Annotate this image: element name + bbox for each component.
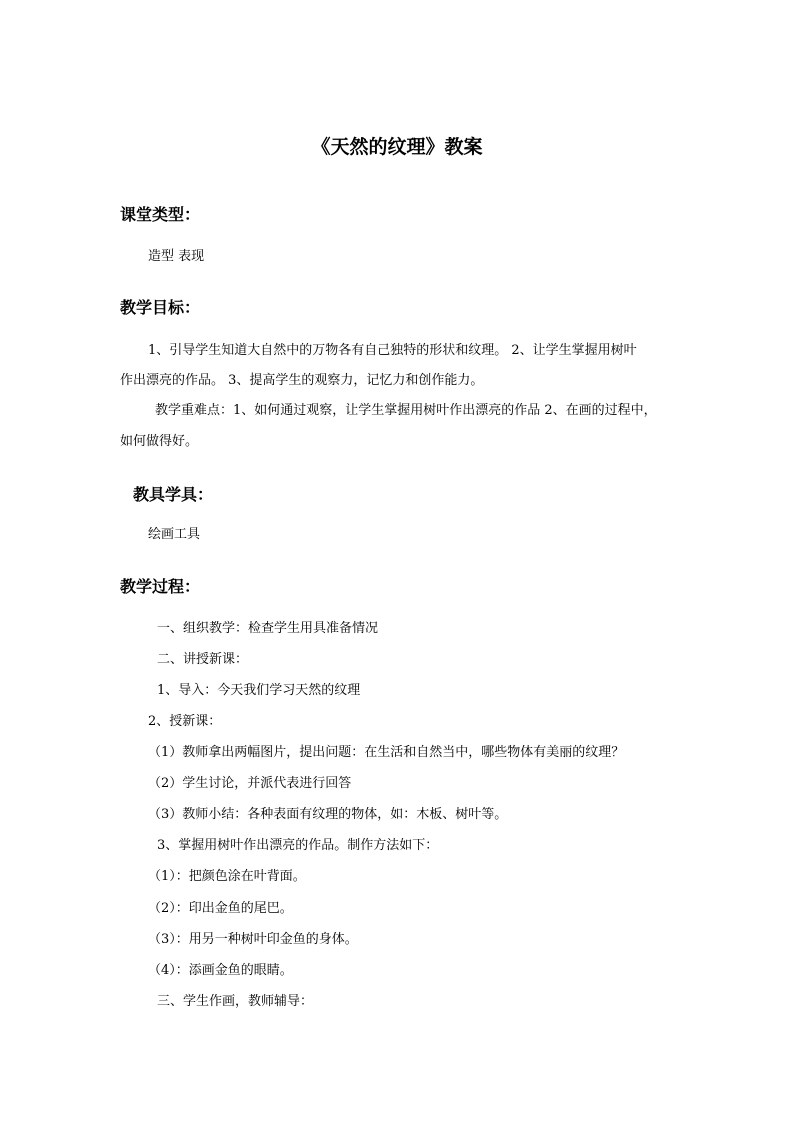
document-title: 《天然的纹理》教案 [311,136,483,158]
process-heading: 教学过程： [120,577,201,596]
process-item: 1、导入：今天我们学习天然的纹理 [157,683,361,698]
process-item: （2）学生讨论，并派代表进行回答 [148,776,352,791]
process-item: （3）：用另一种树叶印金鱼的身体。 [148,932,358,947]
process-item: 3、掌握用树叶作出漂亮的作品。制作方法如下： [157,838,439,853]
key-points-line-2: 如何做得好。 [120,434,199,449]
process-item: （4）：添画金鱼的眼睛。 [148,963,293,978]
process-item: 2、授新课： [148,714,222,729]
objectives-line-2: 作出漂亮的作品。 3、提高学生的观察力，记忆力和创作能力。 [120,373,484,388]
process-item: 二、讲授新课： [157,652,249,667]
process-item: （2）：印出金鱼的尾巴。 [148,901,293,916]
objectives-line-1: 1、引导学生知道大自然中的万物各有自己独特的形状和纹理。 2、让学生掌握用树叶 [148,343,637,358]
key-points-line-1: 教学重难点：1、如何通过观察，让学生掌握用树叶作出漂亮的作品 2、在画的过程中， [155,403,657,418]
process-item: （1）教师拿出两幅图片，提出问题：在生活和自然当中，哪些物体有美丽的纹理？ [148,745,625,760]
process-item: （1）：把颜色涂在叶背面。 [148,869,306,884]
process-item: 一、组织教学：检查学生用具准备情况 [157,621,379,636]
course-type-content: 造型 表现 [148,249,205,264]
tools-heading: 教具学具： [133,485,214,504]
tools-content: 绘画工具 [148,527,201,542]
course-type-heading: 课堂类型： [120,205,201,224]
objectives-heading: 教学目标： [120,298,201,317]
process-item: 三、学生作画，教师辅导： [157,994,314,1009]
process-item: （3）教师小结：各种表面有纹理的物体，如：木板、树叶等。 [148,807,508,822]
